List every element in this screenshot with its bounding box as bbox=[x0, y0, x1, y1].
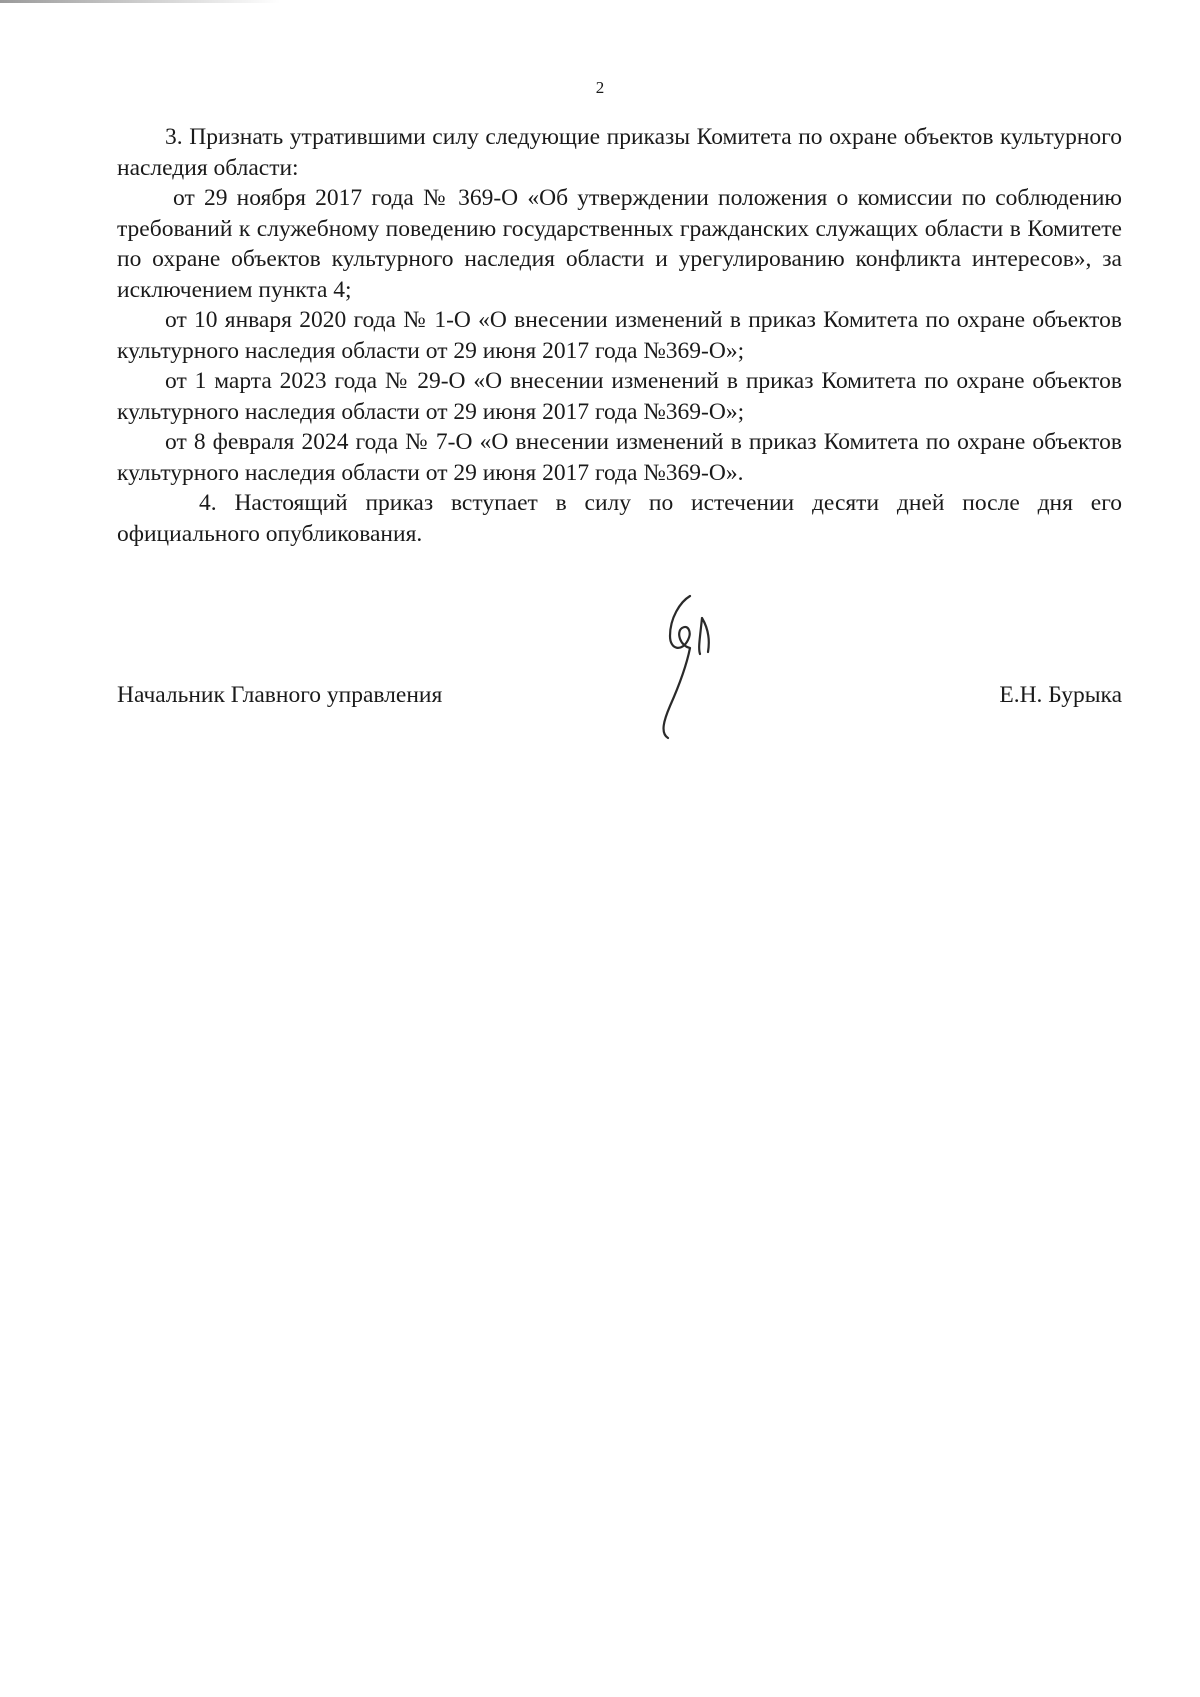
signer-title: Начальник Главного управления bbox=[117, 682, 443, 708]
paragraph-4-effective-date: 4. Настоящий приказ вступает в силу по истечении десяти дней после дня его официального опубликования. bbox=[117, 490, 1122, 547]
paragraph-order-2024: от 8 февраля 2024 года № 7-О «О внесении изменений в приказ Комитета по охране объектов культурного наследия области от 29 июня 2017 года №369-О». bbox=[117, 429, 1122, 486]
paragraph-3-heading: 3. Признать утратившими силу следующие приказы Комитета по охране объектов культурного наследия области: bbox=[117, 124, 1122, 181]
paragraph-order-2017: от 29 ноября 2017 года № 369-О «Об утверждении положения о комиссии по соблюдению требований к служебному поведению государственных гражданских служащих области в Комитете по охране объектов культурного наследия области и урегулированию конфликта интересов», за исключением пункта 4; bbox=[117, 185, 1122, 303]
paragraph-order-2020: от 10 января 2020 года № 1-О «О внесении изменений в приказ Комитета по охране объектов культурного наследия области от 29 июня 2017 года №369-О»; bbox=[117, 307, 1122, 364]
scan-edge-artifact bbox=[0, 0, 280, 3]
signer-name: Е.Н. Бурыка bbox=[999, 682, 1122, 708]
handwritten-signature bbox=[640, 588, 740, 748]
paragraph-order-2023: от 1 марта 2023 года № 29-О «О внесении изменений в приказ Комитета по охране объектов культурного наследия области от 29 июня 2017 года №369-О»; bbox=[117, 368, 1122, 425]
document-body bbox=[117, 122, 1122, 549]
page-number: 2 bbox=[595, 78, 605, 97]
